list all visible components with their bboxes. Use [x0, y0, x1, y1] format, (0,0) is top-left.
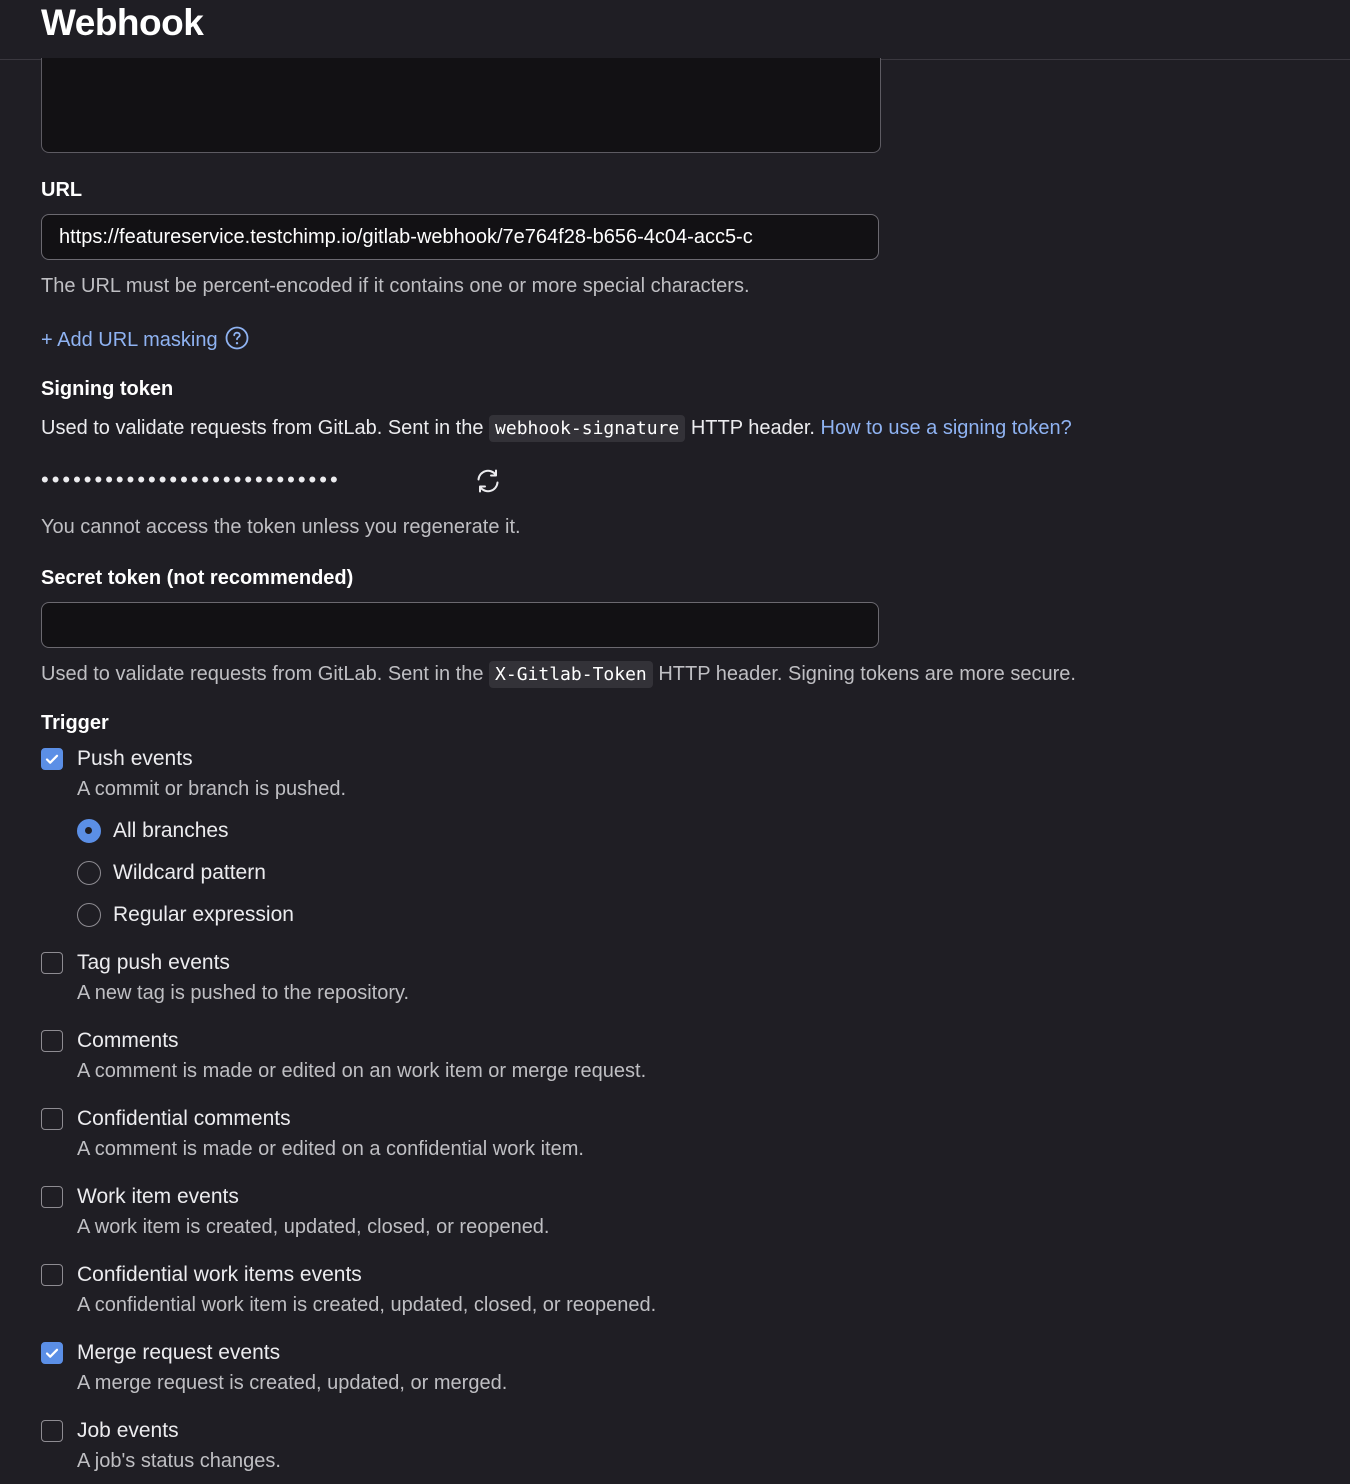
comments-desc: A comment is made or edited on an work item or merge request. — [77, 1060, 647, 1082]
signing-token-masked-value: •••••••••••••••••••••••••••• — [41, 467, 341, 492]
comments-label[interactable]: Comments — [77, 1029, 179, 1052]
confidential-comments-desc: A comment is made or edited on a confidential work item. — [77, 1138, 584, 1160]
job-events-label[interactable]: Job events — [77, 1419, 179, 1442]
add-url-masking-label: + Add URL masking — [41, 329, 218, 351]
signing-desc-suffix: HTTP header. — [690, 417, 815, 439]
url-help-text: The URL must be percent-encoded if it contains one or more special characters. — [41, 275, 750, 297]
description-textarea[interactable] — [41, 58, 881, 153]
check-icon — [44, 751, 60, 767]
signing-desc-prefix: Used to validate requests from GitLab. Sent in the — [41, 417, 484, 439]
signing-token-note: You cannot access the token unless you regenerate it. — [41, 516, 521, 538]
url-label: URL — [41, 179, 83, 201]
work-item-events-label[interactable]: Work item events — [77, 1185, 239, 1208]
help-circle-icon[interactable] — [225, 326, 249, 357]
confidential-work-items-events-label[interactable]: Confidential work items events — [77, 1263, 362, 1286]
secret-desc-prefix: Used to validate requests from GitLab. Sent in the — [41, 663, 484, 685]
secret-desc-suffix: HTTP header. Signing tokens are more secure. — [658, 663, 1076, 685]
tag-push-events-label[interactable]: Tag push events — [77, 951, 230, 974]
radio-all-branches[interactable] — [77, 819, 101, 843]
regenerate-icon[interactable] — [474, 467, 502, 495]
push-events-desc: A commit or branch is pushed. — [77, 778, 347, 800]
radio-regular-expression-label[interactable]: Regular expression — [113, 903, 294, 926]
comments-checkbox[interactable] — [41, 1030, 63, 1052]
radio-wildcard-pattern[interactable] — [77, 861, 101, 885]
push-events-label[interactable]: Push events — [77, 747, 193, 770]
radio-wildcard-pattern-label[interactable]: Wildcard pattern — [113, 861, 266, 884]
merge-request-events-desc: A merge request is created, updated, or merged. — [77, 1372, 508, 1394]
trigger-label: Trigger — [41, 712, 109, 734]
url-input[interactable]: https://featureservice.testchimp.io/gitlab-webhook/7e764f28-b656-4c04-acc5-c — [41, 214, 879, 260]
work-item-events-checkbox[interactable] — [41, 1186, 63, 1208]
work-item-events-desc: A work item is created, updated, closed, or reopened. — [77, 1216, 550, 1238]
signing-token-description — [41, 415, 1072, 442]
signing-token-label: Signing token — [41, 378, 174, 400]
radio-all-branches-label[interactable]: All branches — [113, 819, 229, 842]
job-events-checkbox[interactable] — [41, 1420, 63, 1442]
confidential-work-items-events-checkbox[interactable] — [41, 1264, 63, 1286]
secret-token-description — [41, 661, 1076, 688]
secret-token-input[interactable] — [41, 602, 879, 648]
merge-request-events-checkbox[interactable] — [41, 1342, 63, 1364]
confidential-comments-checkbox[interactable] — [41, 1108, 63, 1130]
push-events-checkbox[interactable] — [41, 748, 63, 770]
check-icon — [44, 1345, 60, 1361]
secret-header-code: X-Gitlab-Token — [489, 661, 653, 688]
signing-header-code: webhook-signature — [489, 415, 685, 442]
add-url-masking-link[interactable] — [41, 326, 249, 357]
radio-regular-expression[interactable] — [77, 903, 101, 927]
secret-token-label: Secret token (not recommended) — [41, 567, 354, 589]
confidential-comments-label[interactable]: Confidential comments — [77, 1107, 291, 1130]
job-events-desc: A job's status changes. — [77, 1450, 281, 1472]
page-title: Webhook — [41, 2, 204, 43]
signing-token-help-link[interactable]: How to use a signing token? — [820, 417, 1072, 439]
tag-push-events-desc: A new tag is pushed to the repository. — [77, 982, 410, 1004]
merge-request-events-label[interactable]: Merge request events — [77, 1341, 281, 1364]
confidential-work-items-events-desc: A confidential work item is created, updated, closed, or reopened. — [77, 1294, 657, 1316]
tag-push-events-checkbox[interactable] — [41, 952, 63, 974]
